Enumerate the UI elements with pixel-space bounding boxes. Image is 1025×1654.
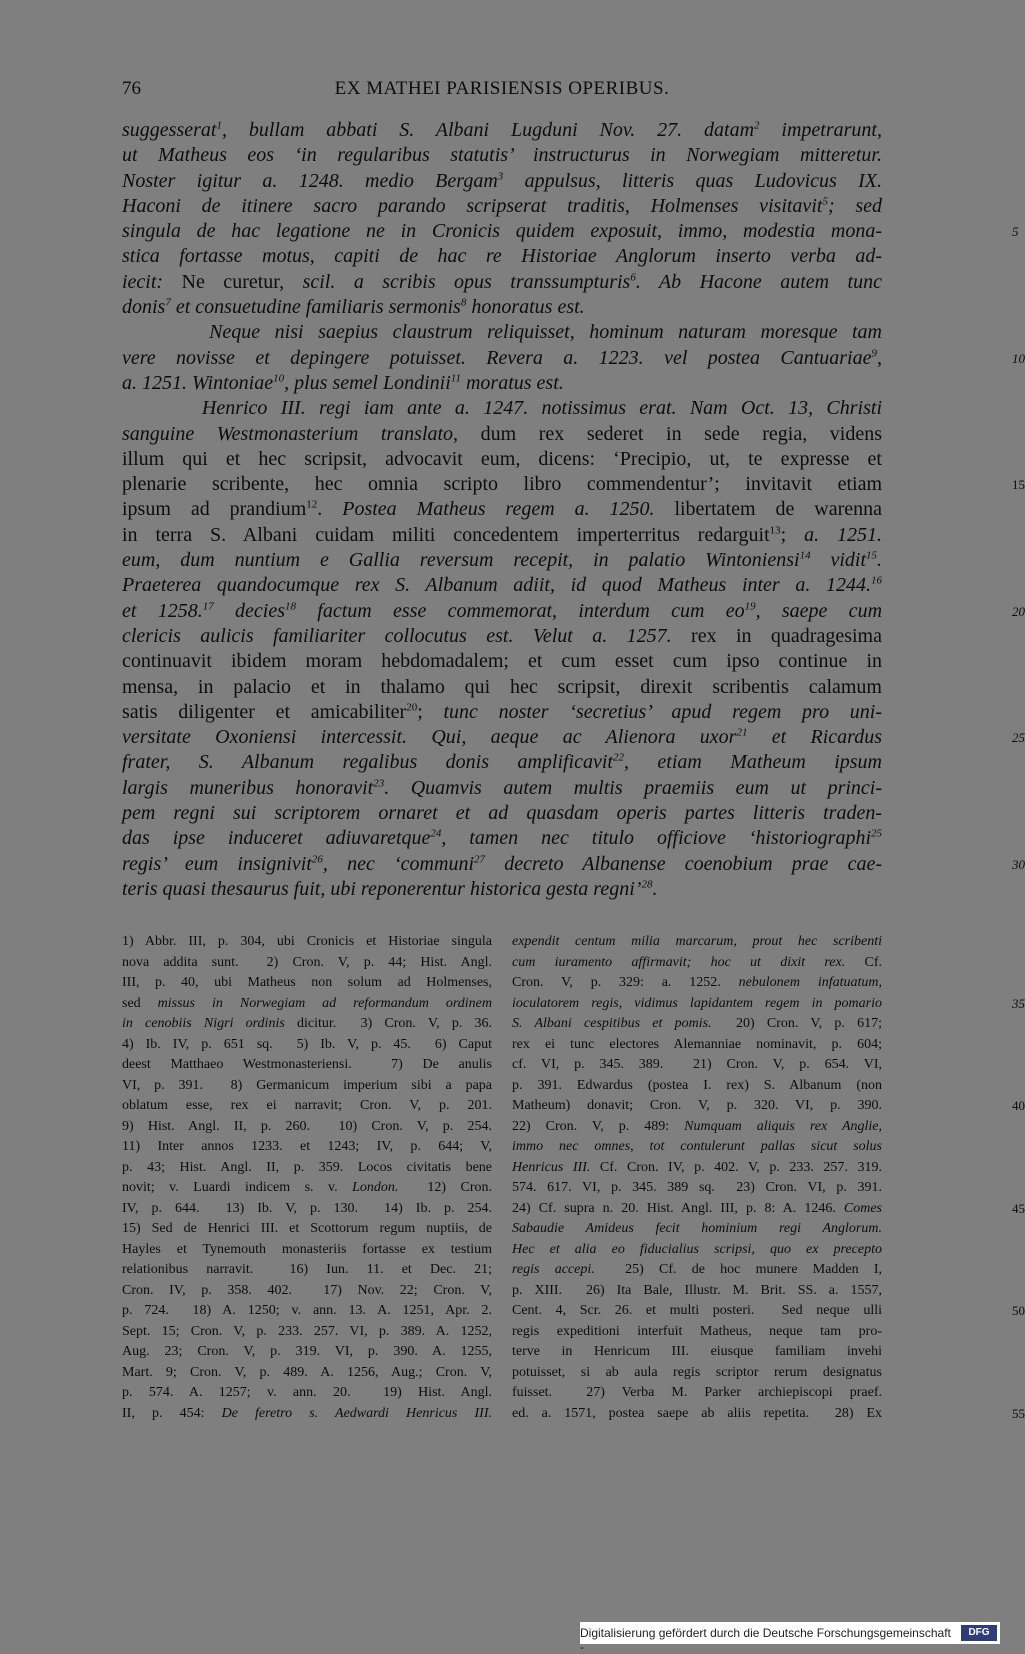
footnotes-left-column: 1) Abbr. III, p. 304, ubi Cronicis et Historiae singula nova addita sunt. 2) Cron. V, p. 44; Hist. Angl. III, p. 40, ubi Matheus non solum ad Holmenses, sed missus in Norwegiam ad reformandum ordinem in cenobiis Nigri ordinis dicitur. 3) Cron. V, p. 36. 4) Ib. IV, p. 651 sq. 5) Ib. V, p. 45. 6) Caput deest Matthaeo Westmonasteriensi. 7) De anulis VI, p. 391. 8) Germanicum imperium sibi a papa oblatum esse, rex ei narravit; Cron. V, p. 201. 9) Hist. Angl. II, p. 260. 10) Cron. V, p. 254. 11) Inter annos 1233. et 1243; IV, p. 644; V, p. 43; Hist. Angl. II, p. 359. Locos civitatis bene novit; v. Luardi indicem s. v. London. 12) Cron. IV, p. 644. 13) Ib. V, p. 130. 14) Ib. p. 254. 15) Sed de Henrici III. et Scottorum regum nuptiis, de Hayles et Tynemouth monasteriis fortasse ex testium relationibus narravit. 16) Iun. 11. et Dec. 21; Cron. IV, p. 358. 402. 17) Nov. 22; Cron. V, p. 724. 18) A. 1250; v. ann. 13. A. 1251, Apr. 2. Sept. 15; Cron. V, p. 233. 257. VI, p. 389. A. 1252, Aug. 23; Cron. V, p. 319. VI, p. 390. A. 1255, Mart. 9; Cron. V, p. 489. A. 1256, Aug.; Cron. V, p. 574. A. 1257; v. ann. 20. 19) Hist. Angl. II, p. 454: De feretro s. Aedwardi Henricus III. [122, 934, 492, 1421]
main-text: suggesserat$^1$, bullam abbati S. Albani Lugduni Nov. 27. datam$^2$ impetrarunt, ut Matheus eos ‘in regularibus statutis’ instructurus in Norwegiam mitteretur. Noster igitur a. 1248. medio Bergam$^3$ appulsus, litteris quas Ludovicus IX. Haconi de itinere sacro parando scripserat traditis, Holmenses visitavit$^5$; sed singula de hac legatione ne in Cronicis quidem exposuit, immo, modestia mona- 5 stica fortasse motus, capiti de hac re Historiae Anglorum inserto verba ad- iecit: Ne curetur, scil. a scribis opus transsumpturis$^6$. Ab Hacone autem tunc donis$^7$ et consuetudine familiaris sermonis$^8$ honoratus est. Neque nisi saepius claustrum reliquisset, hominum naturam moresque tam vere novisse et depingere potuisset. Revera a. 1223. vel postea Cantuariae$^9$, 10 a. 1251. Wintoniae$^{10}$, plus semel Londinii$^{11}$ moratus est. Henrico III. regi iam ante a. 1247. notissimus erat. Nam Oct. 13, Christi sanguine Westmonasterium translato, dum rex sederet in sede regia, videns illum qui et hec scripsit, advocavit eum, dicens: ‘Precipio, ut, te expresse et plenarie scribente, hec omnia scripto libro commendentur’; invitavit etiam 15 ipsum ad prandium$^{12}$. Postea Matheus regem a. 1250. libertatem de warenna in terra S. Albani cuidam militi concedentem imperterritus redarguit$^{13}$; a. 1251. eum, dum nuntium e Gallia reversum recepit, in palatio Wintoniensi$^{14}$ vidit$^{15}$. Praeterea quandocumque rex S. Albanum adiit, id quod Matheus inter a. 1244.16 et 1258.17 decies$^{18}$ factum esse commemorat, interdum cum $eo^{19}$, saepe cum 20 clericis aulicis familiariter collocutus est. Velut a. 1257. rex in quadragesima continuavit ibidem moram hebdomadalem; et cum esset cum ipso continue in mensa, in palacio et in thalamo qui hec scripsit, direxit scribentis calamum satis diligenter et amicabiliter$^{20}$; tunc noster ‘secretius’ apud regem pro uni- versitate Oxoniensi intercessit. Qui, aeque ac Alienora uxor$^{21}$ et Ricardus 25 frater, S. Albanum regalibus donis amplificavit$^{22}$, etiam Matheum ipsum largis muneribus honoravit$^{23}$. Quamvis autem multis praemiis eum ut princi- pem regni sui scriptorem ornaret et ad quasdam operis partes litteris traden- das ipse induceret adiuvaretque$^{24}$, tamen nec titulo officiove ‘historiographi$^{25}$ regis’ eum insignivit$^{26}$, nec ‘communi$^{27}$ decreto Albanense coenobium prae cae- 30 teris quasi thesaurus fuit, ubi reponerentur historica gesta regni’$^{28}$. [122, 119, 1025, 900]
page-header [122, 78, 882, 106]
footnotes-right-column: expendit centum milia marcarum, prout hec scribenti cum iuramento affirmavit; hoc ut dixit rex. Cf. Cron. V, p. 329: a. 1252. nebulonem infatuatum, ioculatorem regis, vidimus lapidantem regem in pomario 35 S. Albani cespitibus et pomis. 20) Cron. V, p. 617; rex ei tunc electores Alemanniae nominavit, p. 604; cf. VI, p. 345. 389. 21) Cron. V, p. 654. VI, p. 391. Edwardus (postea I. rex) S. Albanum (non Matheum) donavit; Cron. V, p. 320. VI, p. 390. 40 22) Cron. V, p. 489: Numquam aliquis rex Anglie, immo nec omnes, tot contulerunt pallas sicut solus Henricus III. Cf. Cron. IV, p. 402. V, p. 233. 257. 319. 574. 617. VI, p. 345. 389 sq. 23) Cron. VI, p. 391. 24) Cf. supra n. 20. Hist. Angl. III, p. 8: A. 1246. Comes 45 Sabaudie Amideus fecit hominium regi Anglorum. Hec et alia eo fiducialius scripsi, quo ex precepto regis accepi. 25) Cf. de hoc munere Madden I, p. XIII. 26) Ita Bale, Illustr. M. Brit. SS. a. 1557, Cent. 4, Scr. 26. et multi posteri. Sed neque ulli 50 regis expeditioni interfuit Matheus, neque tam pro- terve in Henricum III. eiusque familiam invehi potuisset, si ab aula regis scriptor rerum designatus fuisset. 27) Verba M. Parker archiepiscopi praef. ed. a. 1571, postea saepe ab aliis repetita. 28) Ex 55 [512, 932, 882, 1424]
line-number: 20 [1012, 603, 1025, 619]
running-title: EX MATHEI PARISIENSIS OPERIBUS. [334, 78, 670, 99]
line-number: 50 [1012, 1303, 1025, 1318]
line-number: 40 [1012, 1098, 1025, 1113]
digitization-footer [580, 1622, 1000, 1654]
line-number: 15 [1012, 477, 1025, 493]
line-number: 35 [1012, 995, 1025, 1011]
line-number: 55 [1012, 1405, 1025, 1421]
page-number: 76 [122, 78, 141, 99]
line-number: 5 [1012, 224, 1019, 240]
line-number: 25 [1012, 730, 1025, 746]
line-number: 45 [1012, 1200, 1025, 1216]
footer-text: Digitalisierung gefördert durch die Deutsche Forschungsgemeinschaft - [580, 1626, 951, 1654]
line-number: 10 [1012, 350, 1025, 366]
line-number: 30 [1012, 856, 1025, 872]
dfg-logo: DFG [961, 1625, 997, 1641]
